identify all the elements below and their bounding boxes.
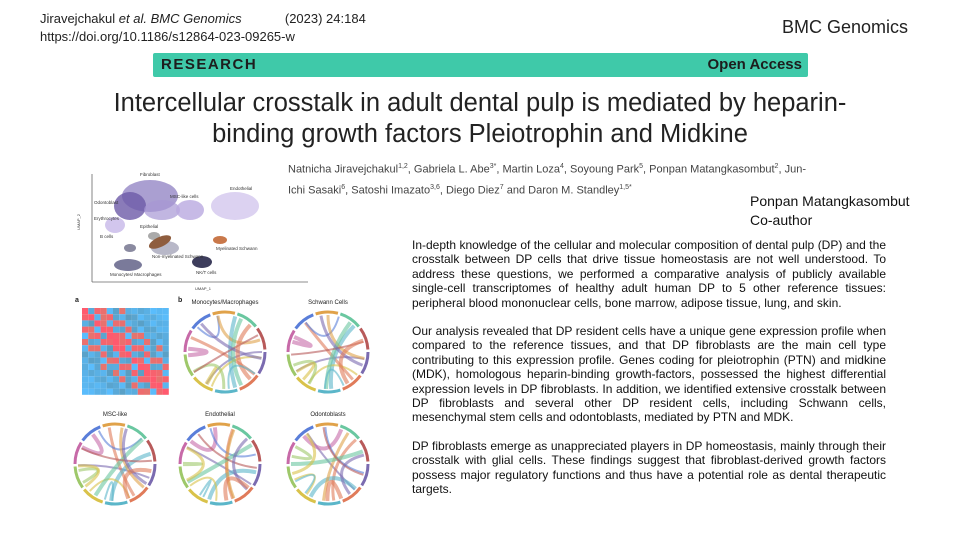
chord-arc: [208, 424, 230, 426]
heatmap-cell: [150, 376, 156, 382]
heatmap-cell: [125, 314, 131, 320]
heatmap-cell: [156, 351, 162, 357]
heatmap-cell: [119, 358, 125, 364]
umap-label-nonmyelinated: Non-myelinated Schwann: [152, 254, 204, 259]
heatmap-cell: [113, 351, 119, 357]
heatmap-cell: [94, 314, 100, 320]
heatmap-cell: [144, 327, 150, 333]
heatmap-cell: [107, 327, 113, 333]
heatmap-cell: [119, 376, 125, 382]
heatmap-cell: [119, 382, 125, 388]
chord-title: MSC-like: [102, 412, 128, 418]
heatmap-cell: [163, 382, 169, 388]
heatmap-cell: [125, 382, 131, 388]
heatmap-cell: [94, 376, 100, 382]
heatmap-cell: [144, 345, 150, 351]
chord-arc: [360, 328, 368, 349]
panel-b-label: b: [178, 297, 183, 304]
heatmap-cell: [88, 327, 94, 333]
author-affiliation: 1,2: [398, 163, 408, 170]
citation-doi-link[interactable]: https://doi.org/10.1186/s12864-023-09265-w: [40, 29, 295, 44]
heatmap-cell: [144, 389, 150, 395]
heatmap-cell: [132, 382, 138, 388]
chord-diagram: [288, 424, 368, 504]
umap-label-odontoblast: Odontoblast: [94, 200, 119, 205]
heatmap-cell: [82, 327, 88, 333]
heatmap-cell: [113, 345, 119, 351]
heatmap-cell: [113, 382, 119, 388]
heatmap-cell: [101, 389, 107, 395]
heatmap-cell: [125, 351, 131, 357]
chord-link: [183, 463, 201, 464]
heatmap-cell: [163, 308, 169, 314]
abstract-paragraph: In-depth knowledge of the cellular and molecular composition of dental pulp (DP) and the crosstalk between DP cells that drive tissue homeostasis are not well understood. To address these questions, we performed a comparative analysis of publicly available single-cell transcriptomes of healthy adult human DP to 5 other reference tissues: peripheral blood mononuclear cells, bone marrow, adipose tissue, lung, and skin.: [412, 238, 886, 310]
heatmap-cell: [119, 314, 125, 320]
heatmap-cell: [156, 308, 162, 314]
chord-arc: [318, 390, 340, 392]
author-name: Satoshi Imazato: [351, 184, 431, 197]
heatmap-cell: [107, 389, 113, 395]
heatmap-cell: [138, 333, 144, 339]
chord-link: [188, 349, 206, 355]
heatmap-cell: [163, 345, 169, 351]
author-name: Martin Loza: [502, 163, 560, 176]
figure-svg: [70, 170, 385, 530]
heatmap-cell: [107, 382, 113, 388]
heatmap-cell: [132, 364, 138, 370]
heatmap-cell: [88, 389, 94, 395]
heatmap-cell: [144, 376, 150, 382]
heatmap-cell: [150, 327, 156, 333]
heatmap-cell: [150, 358, 156, 364]
heatmap-cell: [132, 308, 138, 314]
chord-arc: [259, 352, 265, 373]
heatmap-cell: [101, 308, 107, 314]
heatmap-cell: [144, 370, 150, 376]
chord-arc: [215, 390, 237, 392]
heatmap-cell: [125, 339, 131, 345]
heatmap-cell: [125, 358, 131, 364]
citation-journal: et al. BMC Genomics: [118, 11, 242, 26]
heatmap-cell: [150, 320, 156, 326]
chord-arc: [127, 426, 145, 439]
heatmap-cell: [132, 389, 138, 395]
heatmap-cell: [150, 333, 156, 339]
coauthor-note: [750, 192, 910, 230]
heatmap-cell: [101, 314, 107, 320]
paper-title: Intercellular crosstalk in adult dental pulp is mediated by heparin-binding growth factors Pleiotrophin and Midkine: [113, 89, 847, 148]
heatmap-cell: [101, 370, 107, 376]
heatmap-cell: [138, 339, 144, 345]
heatmap-cell: [156, 320, 162, 326]
heatmap-cell: [113, 358, 119, 364]
heatmap-cell: [138, 345, 144, 351]
heatmap-cell: [132, 320, 138, 326]
heatmap-cell: [125, 327, 131, 333]
heatmap-cell: [156, 376, 162, 382]
heatmap-cell: [119, 370, 125, 376]
heatmap-cell: [94, 382, 100, 388]
heatmap-cell: [156, 339, 162, 345]
heatmap-cell: [156, 327, 162, 333]
heatmap-cell: [113, 339, 119, 345]
heatmap-cell: [132, 339, 138, 345]
author-affiliation: 4: [560, 163, 564, 170]
heatmap-cell: [150, 345, 156, 351]
panel-a-label: a: [75, 297, 79, 304]
chord-arc: [296, 315, 314, 329]
heatmap-cell: [138, 320, 144, 326]
author-affiliation: 2: [774, 163, 779, 170]
author-name: Jun-Ichi Sasaki: [288, 163, 806, 197]
heatmap-cell: [107, 320, 113, 326]
author-name: Gabriela L. Abe: [413, 163, 490, 176]
heatmap-cell: [125, 320, 131, 326]
chord-diagram: [288, 312, 368, 392]
heatmap-cell: [113, 327, 119, 333]
heatmap-cell: [125, 364, 131, 370]
umap-label-endothelial: Endothelial: [230, 186, 253, 191]
chord-link: [292, 447, 311, 459]
chord-arc: [180, 443, 186, 464]
chord-diagram: [180, 424, 260, 504]
heatmap-cell: [163, 376, 169, 382]
heatmap-cell: [138, 327, 144, 333]
heatmap-cell: [101, 345, 107, 351]
heatmap-cell: [156, 333, 162, 339]
heatmap-cell: [94, 345, 100, 351]
heatmap-cell: [163, 320, 169, 326]
chord-arc: [340, 426, 358, 439]
heatmap-cell: [150, 351, 156, 357]
heatmap-cell: [113, 370, 119, 376]
heatmap-cell: [107, 364, 113, 370]
chord-arc: [105, 502, 127, 504]
heatmap-cell: [94, 308, 100, 314]
abstract-paragraph: DP fibroblasts emerge as unappreciated players in DP homeostasis, mainly through their crosstalk with glial cells. These findings suggest that fibroblast-derived growth factors possess major regulatory functions and thus have a potential role as dental therapeutic targets.: [412, 438, 886, 497]
heatmap-cell: [107, 333, 113, 339]
heatmap-cell: [107, 308, 113, 314]
chord-arc: [252, 440, 260, 461]
heatmap-cell: [107, 376, 113, 382]
chord-arc: [185, 355, 193, 376]
heatmap-cell: [88, 345, 94, 351]
heatmap-cell: [156, 370, 162, 376]
heatmap-cell: [82, 370, 88, 376]
author-name: Natnicha Jiravejchakul: [288, 163, 399, 176]
umap-panel: [76, 172, 308, 291]
heatmap-panel: [82, 308, 169, 395]
chord-arc: [288, 443, 294, 464]
heatmap-cell: [138, 382, 144, 388]
article-type-label: RESEARCH: [161, 56, 258, 73]
heatmap-cell: [88, 376, 94, 382]
chord-arc: [235, 488, 253, 502]
heatmap-cell: [125, 389, 131, 395]
heatmap-cell: [82, 376, 88, 382]
heatmap-cell: [94, 333, 100, 339]
heatmap-cell: [82, 351, 88, 357]
heatmap-cell: [163, 327, 169, 333]
heatmap-cell: [125, 370, 131, 376]
heatmap-cell: [88, 364, 94, 370]
author-name: Soyoung Park: [570, 163, 640, 176]
heatmap-cell: [94, 327, 100, 333]
umap-label-nkt: NK/T cells: [196, 270, 217, 275]
abstract-paragraph: Our analysis revealed that DP resident cells have a unique gene expression profile when compared to the reference tissues, and that DP fibroblasts are the main cell type contributing to this expression profile. Genes coding for pleiotrophin (PTN) and midkine (MDK), homologous heparin-binding growth-factors, possessed the highest differential expression levels in DP fibroblasts. In addition, we identified extensive crosstalk between DP fibroblasts and several other DP resident cells, including Schwann cells, mesenchymal stem cells and odontoblasts, mediated by PTN and MDK.: [412, 324, 886, 425]
heatmap-cell: [132, 327, 138, 333]
heatmap-cell: [101, 339, 107, 345]
heatmap-cell: [94, 370, 100, 376]
heatmap-cell: [144, 314, 150, 320]
author-list: Natnicha Jiravejchakul$^{1,2}$, Gabriela L. Abe$^{3*}$, Martin Loza$^4$, Soyoung Park$^5$, Ponpan Matangkasombut$^2$, Jun-Ichi Sasaki$^6$, Satoshi Imazato$^{3,6}$, Diego Diez$^7$ and Daron M. Standley$^{1,5*}$: [288, 163, 806, 197]
heatmap-cell: [107, 351, 113, 357]
heatmap-cell: [82, 389, 88, 395]
chord-arc: [316, 312, 338, 314]
chord-arc: [362, 352, 368, 373]
chord-title: Schwann Cells: [308, 300, 348, 306]
heatmap-cell: [101, 327, 107, 333]
heatmap-cell: [94, 389, 100, 395]
umap-label-epithelial: Epithelial: [140, 224, 159, 229]
umap-axis-y: UMAP_2: [76, 213, 81, 230]
heatmap-cell: [119, 308, 125, 314]
citation-block: [40, 10, 366, 46]
author-name: Diego Diez: [445, 184, 500, 197]
heatmap-cell: [88, 308, 94, 314]
heatmap-cell: [119, 345, 125, 351]
chord-title: Odontoblasts: [310, 412, 346, 418]
umap-axis-x: UMAP_1: [195, 286, 212, 291]
heatmap-cell: [150, 382, 156, 388]
journal-brand: BMC Genomics: [781, 17, 908, 37]
heatmap-cell: [144, 339, 150, 345]
chord-arc: [103, 424, 125, 426]
heatmap-cell: [132, 333, 138, 339]
heatmap-cell: [119, 339, 125, 345]
heatmap-cell: [163, 314, 169, 320]
heatmap-cell: [144, 320, 150, 326]
heatmap-cell: [119, 333, 125, 339]
citation-year-volume: (2023) 24:184: [284, 11, 366, 26]
heatmap-cell: [138, 351, 144, 357]
heatmap-cell: [119, 327, 125, 333]
umap-label-fibroblast: Fibroblast: [140, 172, 160, 177]
heatmap-cell: [119, 364, 125, 370]
heatmap-cell: [101, 358, 107, 364]
author-affiliation: 3,6: [430, 183, 440, 191]
chord-arc: [318, 502, 340, 504]
heatmap-cell: [138, 358, 144, 364]
heatmap-cell: [94, 320, 100, 326]
heatmap-cell: [119, 389, 125, 395]
heatmap-cell: [138, 314, 144, 320]
heatmap-cell: [163, 333, 169, 339]
heatmap-cell: [132, 370, 138, 376]
heatmap-cell: [119, 351, 125, 357]
heatmap-cell: [113, 333, 119, 339]
heatmap-cell: [156, 314, 162, 320]
heatmap-cell: [113, 389, 119, 395]
open-access-label: Open Access: [707, 56, 802, 73]
heatmap-cell: [156, 345, 162, 351]
heatmap-cell: [132, 345, 138, 351]
heatmap-cell: [113, 308, 119, 314]
heatmap-cell: [138, 389, 144, 395]
heatmap-cell: [163, 364, 169, 370]
heatmap-cell: [150, 308, 156, 314]
heatmap-cell: [107, 370, 113, 376]
heatmap-cell: [82, 314, 88, 320]
heatmap-cell: [82, 382, 88, 388]
heatmap-cell: [88, 370, 94, 376]
author-affiliation: 6: [341, 183, 346, 191]
heatmap-cell: [144, 333, 150, 339]
heatmap-cell: [125, 308, 131, 314]
heatmap-cell: [113, 364, 119, 370]
heatmap-cell: [163, 370, 169, 376]
citation-author: Jiravejchakul: [40, 11, 116, 26]
umap-label-erythrocytes: Erythrocytes: [94, 216, 120, 221]
abstract: [412, 238, 886, 511]
author-affiliation: 7: [499, 183, 504, 191]
heatmap-cell: [113, 376, 119, 382]
heatmap-cell: [138, 376, 144, 382]
heatmap-cell: [107, 339, 113, 345]
heatmap-cell: [132, 314, 138, 320]
heatmap-cell: [150, 314, 156, 320]
heatmap-cell: [88, 358, 94, 364]
heatmap-cell: [82, 358, 88, 364]
chord-title: Monocytes/Macrophages: [191, 300, 259, 306]
author-name: Ponpan Matangkasombut: [649, 163, 775, 176]
article-type-banner: [153, 53, 808, 77]
heatmap-cell: [132, 358, 138, 364]
heatmap-cell: [88, 351, 94, 357]
heatmap-cell: [113, 314, 119, 320]
chord-diagram: [75, 424, 155, 504]
author-affiliation: 5: [639, 163, 644, 170]
heatmap-cell: [101, 351, 107, 357]
coauthor-name: Ponpan Matangkasombut: [750, 193, 910, 209]
umap-label-msc: MSC-like cells: [170, 194, 199, 199]
heatmap-cell: [163, 339, 169, 345]
heatmap-cell: [163, 351, 169, 357]
chord-arc: [147, 440, 155, 461]
heatmap-cell: [101, 382, 107, 388]
chord-arc: [316, 424, 338, 426]
heatmap-cell: [163, 389, 169, 395]
heatmap-cell: [107, 314, 113, 320]
chord-arc: [213, 312, 235, 314]
heatmap-cell: [125, 345, 131, 351]
author-affiliation: 1,5*: [619, 183, 632, 191]
heatmap-cell: [138, 370, 144, 376]
chord-title: Endothelial: [205, 412, 235, 418]
heatmap-cell: [101, 320, 107, 326]
heatmap-cell: [82, 333, 88, 339]
umap-label-myelinated: Myelinated Schwann: [216, 246, 258, 251]
heatmap-cell: [82, 320, 88, 326]
graphical-abstract-figure: [70, 170, 385, 530]
heatmap-cell: [88, 339, 94, 345]
umap-label-monocytes: Monocytes/ Macrophages: [110, 272, 162, 277]
heatmap-cell: [101, 376, 107, 382]
umap-label-bcells: B cells: [100, 234, 114, 239]
heatmap-cell: [125, 333, 131, 339]
chord-arc: [288, 467, 296, 488]
heatmap-cell: [107, 345, 113, 351]
heatmap-cell: [82, 345, 88, 351]
heatmap-cell: [94, 358, 100, 364]
coauthor-role: Co-author: [750, 212, 813, 228]
heatmap-cell: [150, 364, 156, 370]
heatmap-cell: [156, 382, 162, 388]
heatmap-cell: [94, 351, 100, 357]
heatmap-cell: [144, 358, 150, 364]
chord-arc: [193, 315, 211, 329]
chord-diagram: [185, 312, 265, 392]
heatmap-cell: [132, 376, 138, 382]
heatmap-cell: [125, 376, 131, 382]
heatmap-cell: [88, 314, 94, 320]
heatmap-cell: [94, 339, 100, 345]
heatmap-cell: [150, 389, 156, 395]
heatmap-cell: [82, 339, 88, 345]
heatmap-cell: [101, 364, 107, 370]
chord-link: [79, 469, 98, 483]
chord-arc: [210, 502, 232, 504]
heatmap-cell: [88, 382, 94, 388]
heatmap-cell: [132, 351, 138, 357]
heatmap-cell: [138, 364, 144, 370]
heatmap-cell: [113, 320, 119, 326]
heatmap-cell: [138, 308, 144, 314]
chord-arc: [232, 426, 250, 439]
heatmap-cell: [163, 358, 169, 364]
heatmap-cell: [150, 370, 156, 376]
chord-arc: [180, 467, 188, 488]
heatmap-cell: [144, 351, 150, 357]
chord-arc: [75, 443, 81, 464]
heatmap-cell: [144, 382, 150, 388]
chord-link: [292, 337, 310, 346]
heatmap-cell: [82, 308, 88, 314]
chord-arc: [149, 464, 155, 485]
heatmap-cell: [144, 364, 150, 370]
author-name: Daron M. Standley: [528, 184, 620, 197]
heatmap-cell: [94, 364, 100, 370]
heatmap-cell: [119, 320, 125, 326]
heatmap-cell: [101, 333, 107, 339]
heatmap-cell: [156, 358, 162, 364]
heatmap-cell: [107, 358, 113, 364]
heatmap-cell: [88, 333, 94, 339]
heatmap-cell: [88, 320, 94, 326]
heatmap-cell: [156, 364, 162, 370]
heatmap-cell: [156, 389, 162, 395]
author-affiliation: 3*: [489, 163, 497, 170]
heatmap-cell: [144, 308, 150, 314]
heatmap-cell: [82, 364, 88, 370]
heatmap-cell: [150, 339, 156, 345]
